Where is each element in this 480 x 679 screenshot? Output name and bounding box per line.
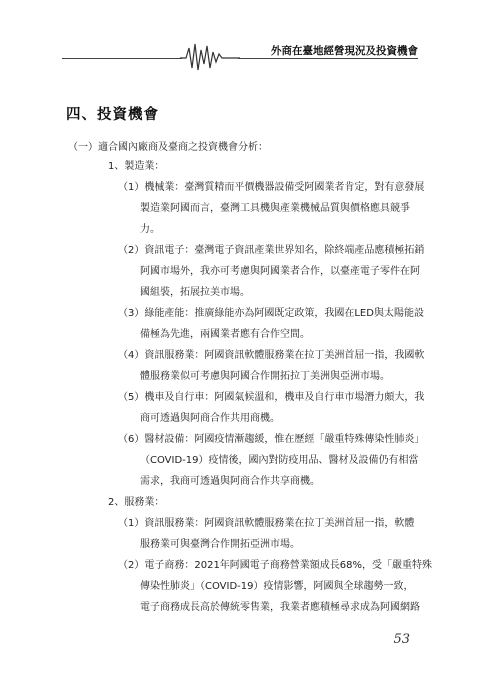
- paragraph-line: 阿國市場外，我亦可考慮與阿國業者合作，以臺產電子零件在阿: [140, 266, 420, 277]
- heartbeat-wave-icon: [180, 40, 240, 74]
- category-heading-services: 2、服務業：: [108, 497, 165, 508]
- paragraph-line: 需求，我商可透過與阿商合作共享商機。: [140, 476, 320, 487]
- paragraph-line: （2）資訊電子：臺灣電子資訊產業世界知名，除終端產品應積極拓銷: [118, 245, 425, 256]
- paragraph-line: （6）醫材設備：阿國疫情漸趨緩，惟在歷經「嚴重特殊傳染性肺炎」: [118, 434, 425, 445]
- paragraph-line: 力。: [140, 224, 160, 235]
- paragraph-line: （COVID-19）疫情後，國內對防疫用品、醫材及設備仍有相當: [140, 455, 419, 466]
- header-rule-right: [238, 58, 418, 59]
- paragraph-line: 商可透過與阿商合作共用商機。: [140, 413, 280, 424]
- paragraph-line: 服務業可與臺灣合作開拓亞洲市場。: [140, 539, 300, 550]
- section-title: 四、投資機會: [66, 106, 159, 123]
- paragraph-line: 製造業阿國而言，臺灣工具機與產業機械品質與價格應具競爭: [140, 203, 410, 214]
- paragraph-line: 國組裝，拓展拉美市場。: [140, 287, 250, 298]
- paragraph-line: （1）資訊服務業：阿國資訊軟體服務業在拉丁美洲首屈一指，軟體: [118, 518, 415, 529]
- page-number: 53: [393, 632, 410, 647]
- paragraph-line: （2）電子商務：2021年阿國電子商務營業額成長68%，受「嚴重特殊: [118, 560, 433, 571]
- paragraph-line: 體服務業似可考慮與阿國合作開拓拉丁美洲與亞洲市場。: [140, 371, 390, 382]
- paragraph-line: 傳染性肺炎」（COVID-19）疫情影響，阿國與全球趨勢一致，: [140, 581, 414, 592]
- header-rule-left: [62, 58, 182, 59]
- category-heading-manufacturing: 1、製造業：: [108, 161, 165, 172]
- paragraph-line: （3）綠能產能：推廣綠能亦為阿國既定政策，我國在LED與太陽能設: [118, 308, 424, 319]
- paragraph-line: （4）資訊服務業：阿國資訊軟體服務業在拉丁美洲首屈一指，我國軟: [118, 350, 425, 361]
- paragraph-line: 備極為先進，兩國業者應有合作空間。: [140, 329, 310, 340]
- subsection-heading: （一）適合國內廠商及臺商之投資機會分析：: [68, 142, 268, 153]
- paragraph-line: 電子商務成長高於傳統零售業，我業者應積極尋求成為阿國網路: [140, 602, 420, 613]
- paragraph-line: （1）機械業：臺灣質精而平價機器設備受阿國業者肯定，對有意發展: [118, 182, 425, 193]
- running-header-title: 外商在臺地經營現況及投資機會: [267, 43, 418, 58]
- paragraph-line: （5）機車及自行車：阿國氣候溫和，機車及自行車市場潛力頗大，我: [118, 392, 425, 403]
